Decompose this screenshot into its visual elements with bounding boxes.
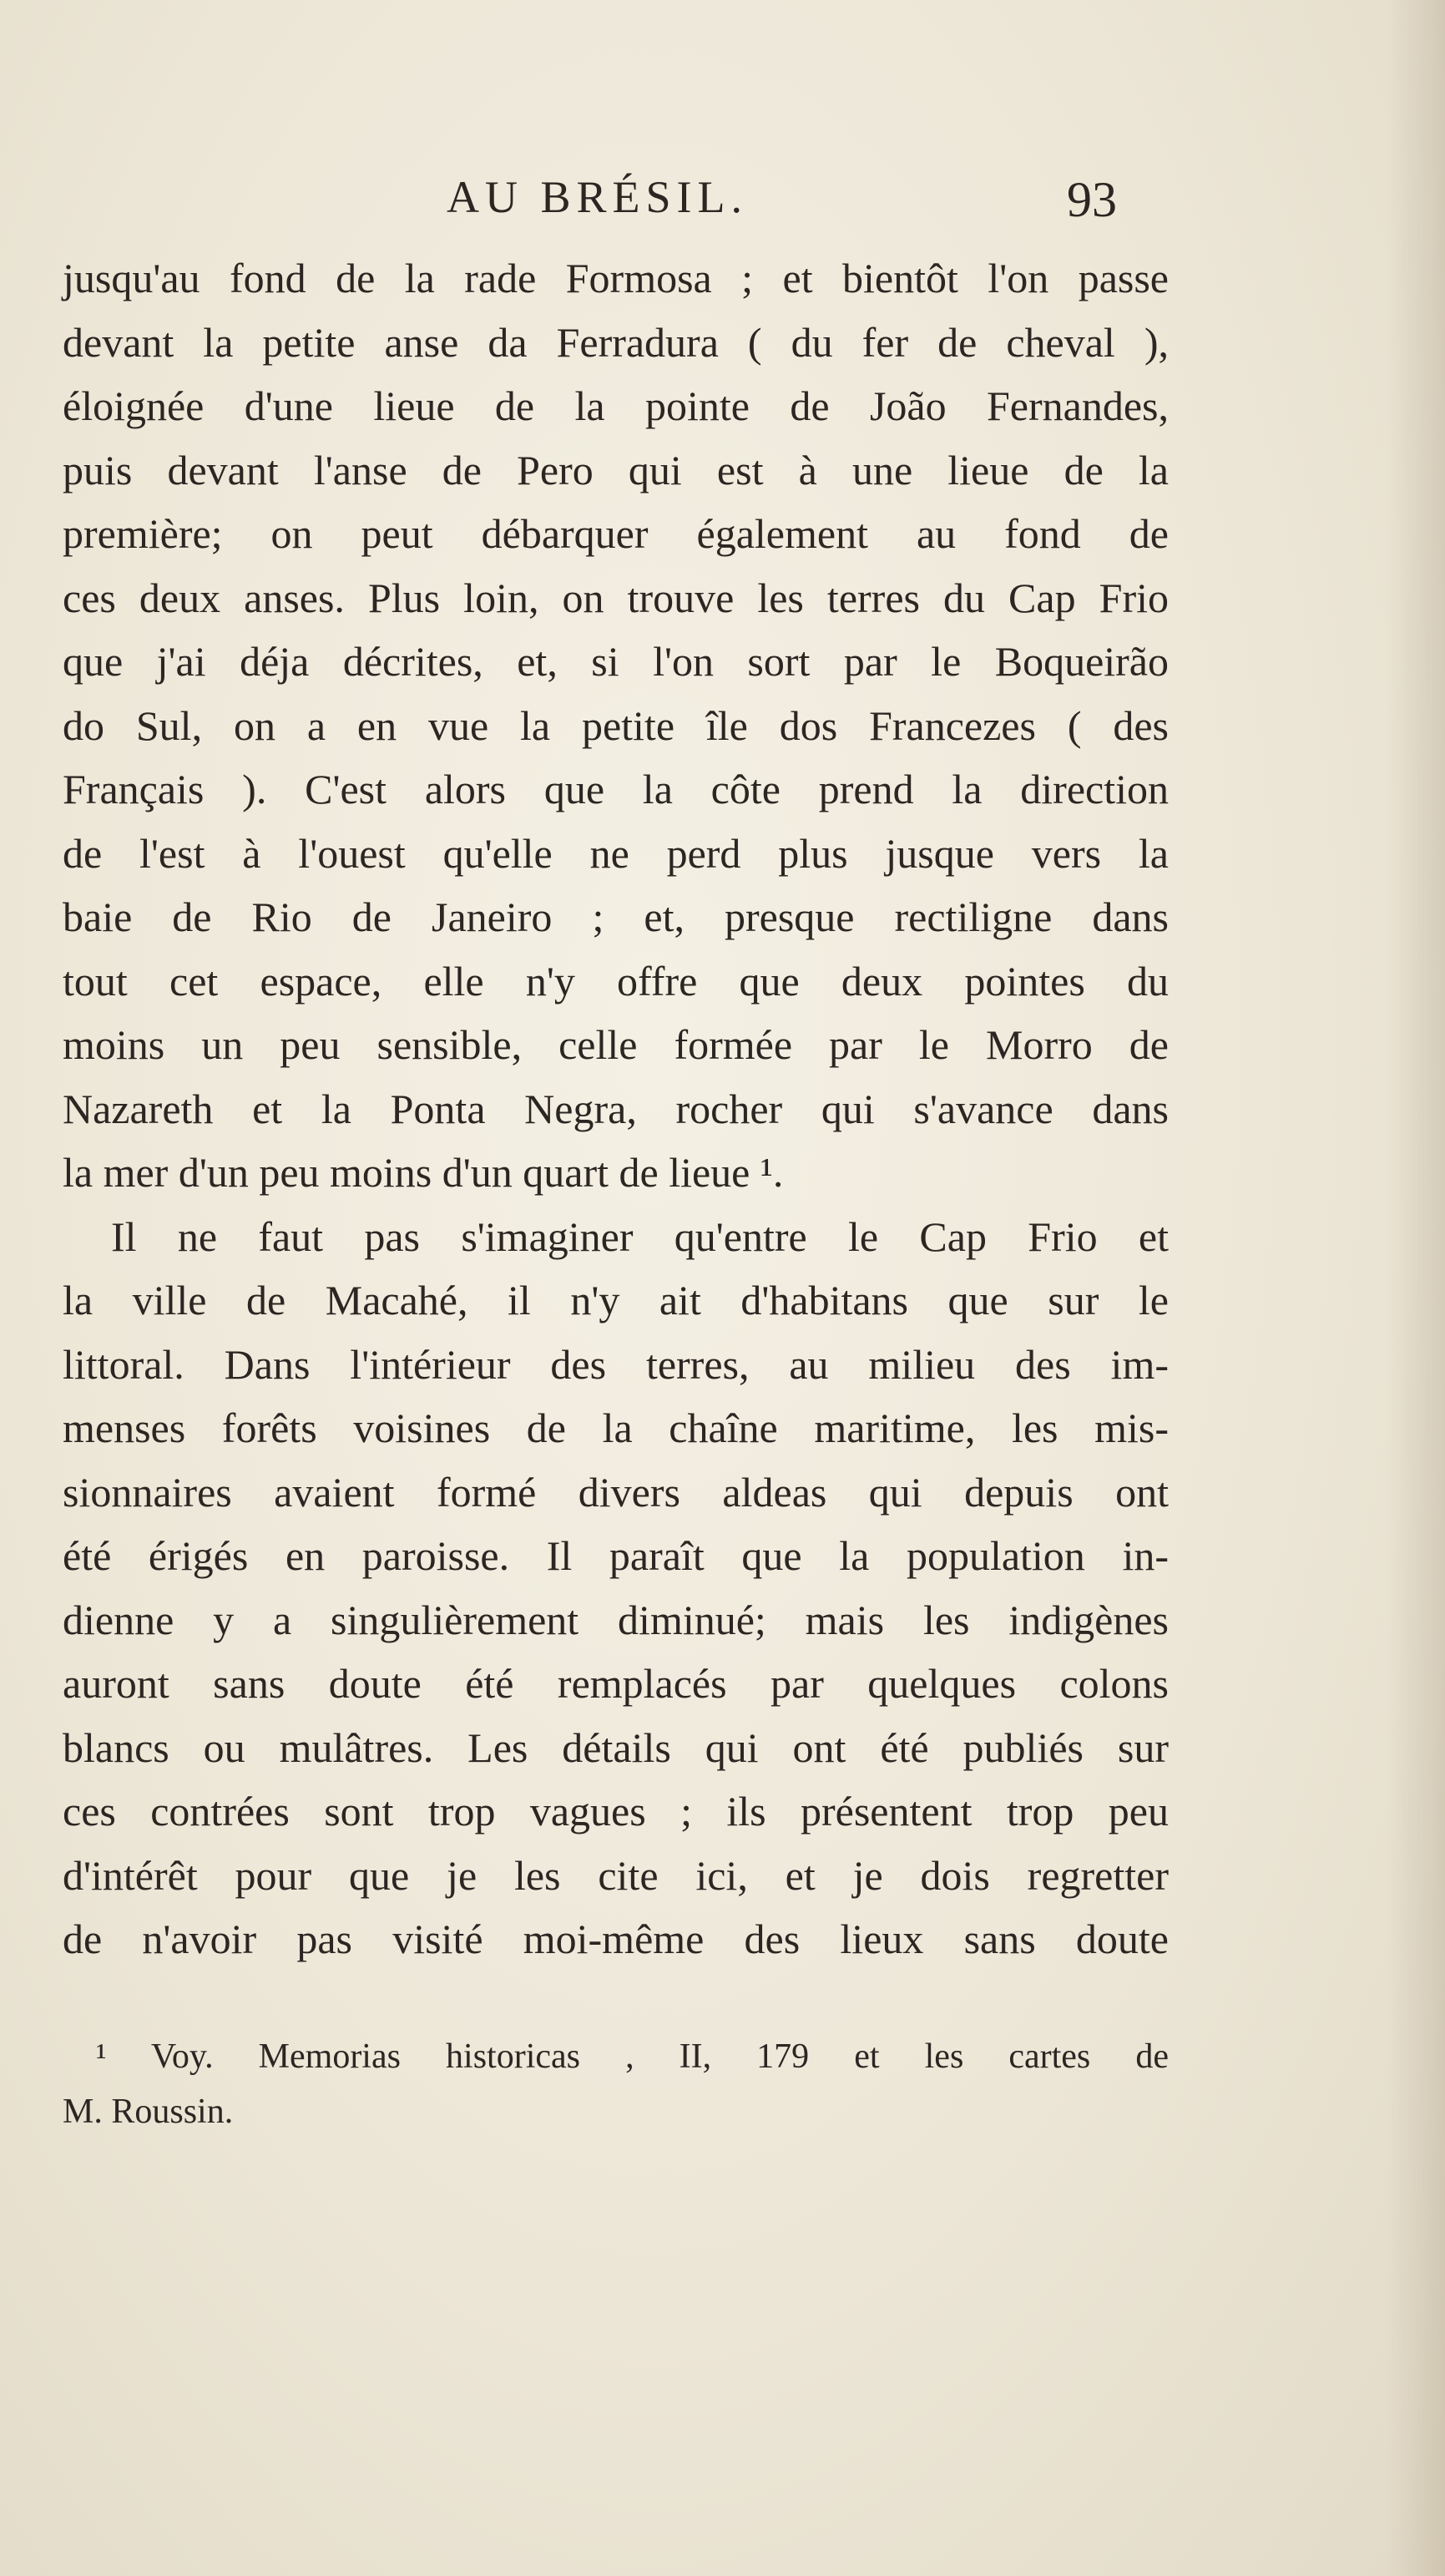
running-head: AU BRÉSIL. [447,172,749,222]
text-line: ces deux anses. Plus loin, on trouve les terres du Cap Frio [63,574,1169,621]
text-line: Français ). C'est alors que la côte prend la direction [63,766,1169,812]
text-line: moins un peu sensible, celle formée par le Morro de [63,1021,1169,1068]
text-line: de n'avoir pas visité moi-même des lieux sans doute [63,1916,1169,1962]
text-line: de l'est à l'ouest qu'elle ne perd plus jusque vers la [63,829,1169,877]
text-line: d'intérêt pour que je les cite ici, et je dois regretter [63,1851,1169,1899]
text-line: jusqu'au fond de la rade Formosa ; et bientôt l'on passe [63,255,1169,301]
text-line: la ville de Macahé, il n'y ait d'habitans que sur le [63,1277,1169,1323]
text-line: littoral. Dans l'intérieur des terres, au milieu des im- [63,1340,1169,1388]
text-line: blancs ou mulâtres. Les détails qui ont été publiés sur [63,1723,1169,1771]
text-line: que j'ai déja décrites, et, si l'on sort par le Boqueirão [63,638,1169,685]
text-line: baie de Rio de Janeiro ; et, presque rectiligne dans [63,893,1169,940]
text-line: sionnaires avaient formé divers aldeas qui depuis ont [63,1468,1169,1516]
page-header [0,171,1445,230]
text-line: menses forêts voisines de la chaîne maritime, les mis- [63,1404,1169,1451]
text-line: la mer d'un peu moins d'un quart de lieue ¹. [63,1149,784,1196]
text-line: Nazareth et la Ponta Negra, rocher qui s'avance dans [63,1085,1169,1132]
text-line: Il ne faut pas s'imaginer qu'entre le Cap Frio et [111,1212,1169,1260]
text-line: dienne y a singulièrement diminué; mais les indigènes [63,1596,1169,1643]
text-line: ces contrées sont trop vagues ; ils présentent trop peu [63,1788,1169,1835]
page-edge-shadow [1387,0,1445,2576]
text-line: do Sul, on a en vue la petite île dos Francezes ( des [63,701,1169,749]
text-line: première; on peut débarquer également au fond de [63,510,1169,557]
page-number: 93 [1067,172,1117,227]
footnote [63,2029,1169,2139]
text-line: tout cet espace, elle n'y offre que deux pointes du [63,957,1169,1005]
footnote-line: M. Roussin. [63,2093,234,2131]
text-line: puis devant l'anse de Pero qui est à une lieue de la [63,446,1169,493]
text-line: auront sans doute été remplacés par quelques colons [63,1660,1169,1707]
footnote-line: ¹ Voy. Memorias historicas , II, 179 et les cartes de [96,2037,1169,2076]
body-text [63,246,1169,1971]
text-line: été érigés en paroisse. Il paraît que la population in- [63,1532,1169,1579]
text-line: éloignée d'une lieue de la pointe de João Fernandes, [63,382,1169,429]
text-line: devant la petite anse da Ferradura ( du fer de cheval ), [63,318,1169,366]
